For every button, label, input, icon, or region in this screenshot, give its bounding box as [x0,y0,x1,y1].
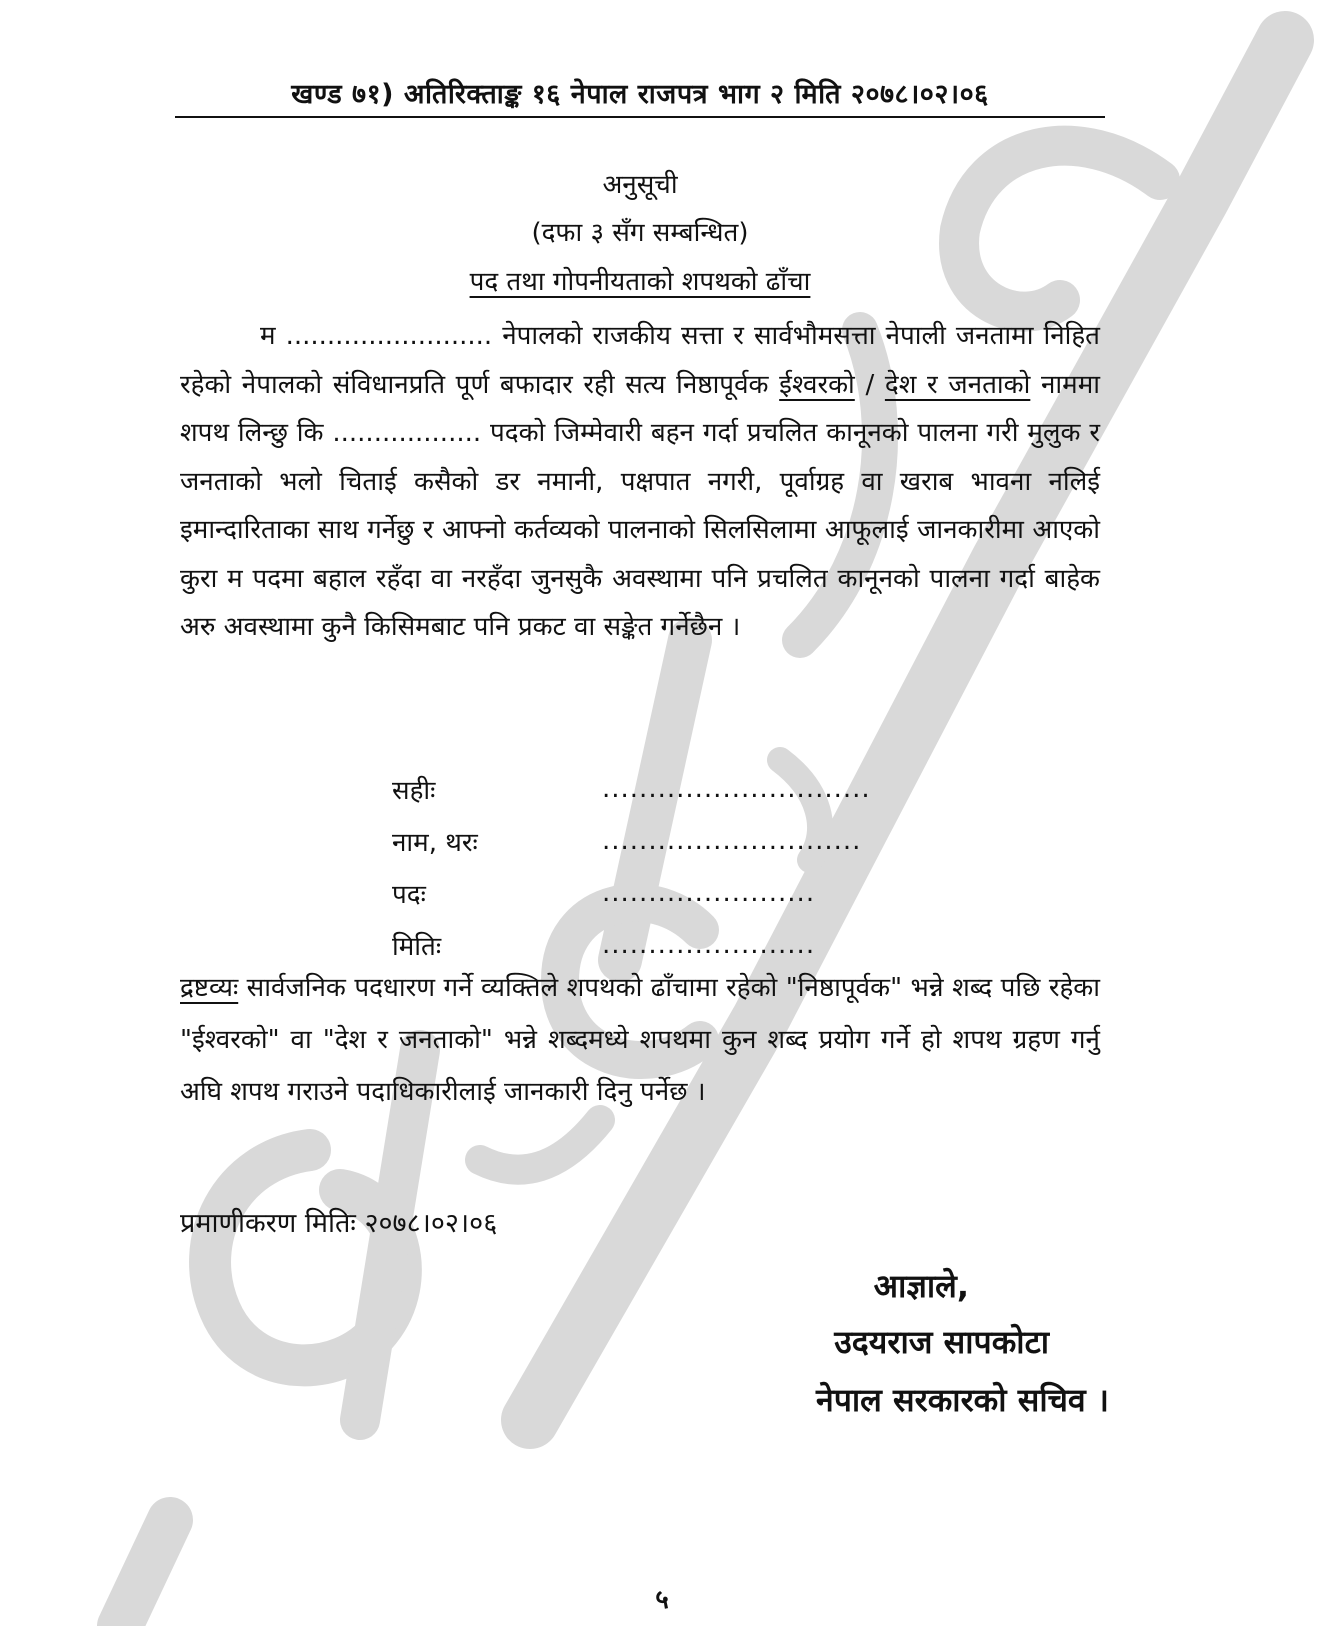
schedule-subtitle: (दफा ३ सँग सम्बन्धित) [531,218,749,248]
post-row [392,867,871,919]
signatory-order: आज्ञाले, [873,1267,969,1305]
oath-country-option: देश र जनताको [884,369,1031,400]
post-blank: ....................... [602,878,816,908]
schedule-heading [175,262,1105,298]
name-blank: ............................ [602,826,862,856]
date-blank: ....................... [602,930,816,960]
oath-paragraph [180,312,1100,652]
note-label: द्रष्टव्यः [180,973,239,1003]
signature-block [392,763,871,971]
oath-slash: / [854,369,885,400]
signatory-name: उदयराज सापकोटा [834,1323,1049,1361]
name-label: नाम, थरः [392,828,478,858]
signature-blank: ............................. [602,774,871,804]
name-row [392,815,871,867]
oath-god-option: ईश्वरको [779,369,855,400]
signature-row [392,763,871,815]
schedule-title: अनुसूची [602,170,678,200]
date-label: मितिः [392,932,442,962]
oath-text-part2: नाममा शपथ लिन्छु कि .................. पदको जिम्मेवारी बहन गर्दा प्रचलित कानूनको पालना गरी मुलुक र जनताको भलो चिताई कसैको डर नमानी, पक्षपात नगरी, पूर्वाग्रह वा खराब भावना नलिई इमान्दारिताका साथ गर्नेछु र आफ्नो कर्तव्यको पालनाको सिलसिलामा आफूलाई जानकारीमा आएको कुरा म पदमा बहाल रहँदा वा नरहँदा जुनसुकै अवस्थामा पनि प्रचलित कानूनको पालना गर्दा बाहेक अरु अवस्थामा कुनै किसिमबाट पनि प्रकट वा सङ्केत गर्नेछैन । [180,369,1100,642]
gazette-header: खण्ड ७१) अतिरिक्ताङ्क १६ नेपाल राजपत्र भाग २ मिति २०७८।०२।०६ [291,79,989,110]
oath-text-part1: म ......................... नेपालको राजकीय सत्ता र सार्वभौमसत्ता नेपाली जनतामा निहित रहेको नेपालको संविधानप्रति पूर्ण बफादार रही सत्य निष्ठापूर्वक [180,321,1100,400]
authentication-date: प्रमाणीकरण मितिः २०७८।०२।०६ [180,1208,498,1239]
note-text: सार्वजनिक पदधारण गर्ने व्यक्तिले शपथको ढाँचामा रहेको "निष्ठापूर्वक" भन्ने शब्द पछि रहेका "ईश्वरको" वा "देश र जनताको" भन्ने शब्दमध्ये शपथमा कुन शब्द प्रयोग गर्ने हो शपथ ग्रहण गर्नु अघि शपथ गराउने पदाधिकारीलाई जानकारी दिनु पर्नेछ । [180,973,1100,1107]
signature-label: सहीः [392,776,436,806]
signatory-title: नेपाल सरकारको सचिव । [815,1381,1109,1419]
note-paragraph [180,962,1100,1118]
header-rule [175,116,1105,118]
page-number: ५ [655,1585,669,1615]
schedule-heading-text: पद तथा गोपनीयताको शपथको ढाँचा [469,267,811,297]
post-label: पदः [392,880,426,910]
